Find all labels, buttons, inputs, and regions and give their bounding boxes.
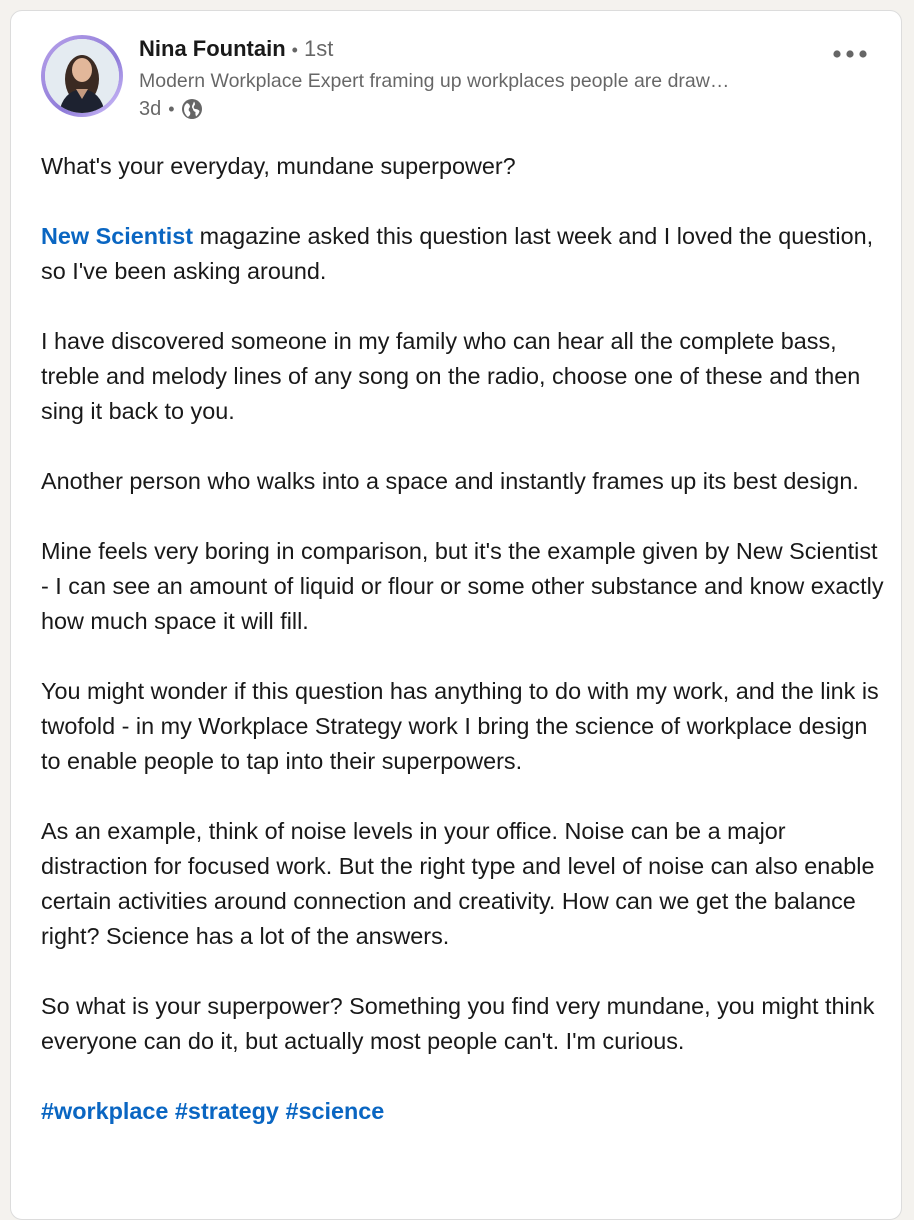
hashtag-strategy[interactable]: #strategy bbox=[174, 1098, 279, 1124]
post-card bbox=[10, 10, 902, 1220]
post-paragraph: I have discovered someone in my family who can hear all the complete bass, treble and melody lines of any song on the radio, choose one of these and then sing it back to you. bbox=[41, 328, 861, 424]
author-headline[interactable]: Modern Workplace Expert framing up workplaces people are draw… bbox=[139, 70, 730, 92]
connection-degree: 1st bbox=[303, 36, 334, 61]
post-paragraph bbox=[41, 219, 891, 289]
author-name-row bbox=[139, 34, 333, 65]
avatar-photo bbox=[45, 39, 119, 113]
hashtag-science[interactable]: #science bbox=[285, 1098, 385, 1124]
post-paragraph: As an example, think of noise levels in your office. Noise can be a major distraction for focused work. But the right type and level of noise can also enable certain activities around connection and creativity. How can we get the balance right? Science has a lot of the answers. bbox=[41, 818, 875, 949]
post-paragraph: What's your everyday, mundane superpower? bbox=[41, 153, 516, 179]
separator-dot: • bbox=[168, 99, 175, 119]
more-horizontal-icon bbox=[832, 49, 868, 59]
hashtag-list bbox=[41, 1094, 891, 1129]
post-paragraph: Mine feels very boring in comparison, but it's the example given by New Scientist - I can see an amount of liquid or flour or some other substance and know exactly how much space it will fill. bbox=[41, 538, 884, 634]
globe-icon bbox=[181, 98, 203, 120]
author-name[interactable]: Nina Fountain bbox=[139, 36, 286, 61]
hashtag-workplace[interactable]: #workplace bbox=[41, 1098, 169, 1124]
post-time[interactable]: 3d bbox=[139, 98, 162, 120]
post-paragraph: You might wonder if this question has anything to do with my work, and the link is twofold - in my Workplace Strategy work I bring the science of workplace design to enable people to tap into their superpowers. bbox=[41, 678, 879, 774]
more-options-button[interactable] bbox=[829, 33, 871, 75]
post-meta bbox=[139, 95, 203, 123]
avatar[interactable] bbox=[41, 35, 123, 117]
paragraph-text: magazine asked this question last week and I loved the question, so I've been asking around. bbox=[41, 223, 874, 284]
post-body bbox=[41, 149, 891, 1164]
separator-dot: • bbox=[291, 40, 298, 60]
post-paragraph: Another person who walks into a space and instantly frames up its best design. bbox=[41, 468, 859, 494]
mention-link-new-scientist[interactable]: New Scientist bbox=[41, 223, 194, 249]
post-paragraph: So what is your superpower? Something you find very mundane, you might think everyone can do it, but actually most people can't. I'm curious. bbox=[41, 993, 875, 1054]
